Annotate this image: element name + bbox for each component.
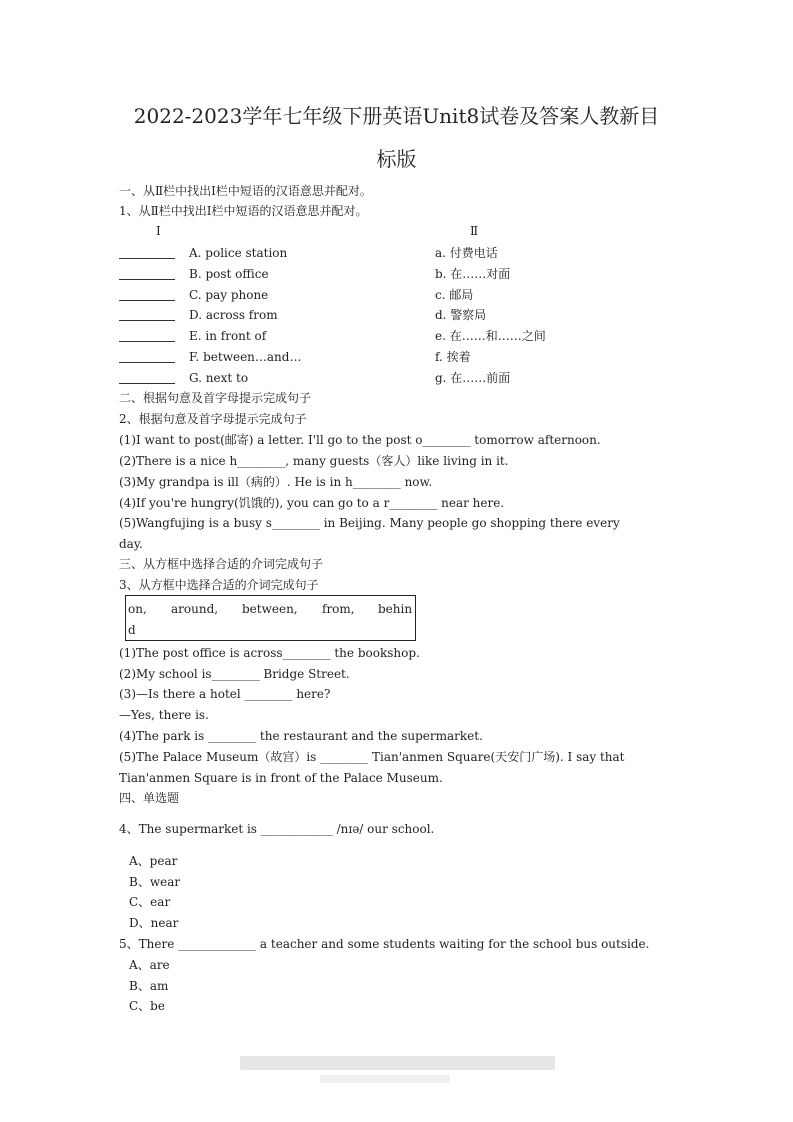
match-left-item: F. between…and… [189,350,302,364]
question-2-item: (4)If you're hungry(饥饿的), you can go to a r________ near here. [119,496,505,510]
section-1-heading: 一、从Ⅱ栏中找出Ⅰ栏中短语的汉语意思并配对。 [119,184,372,198]
question-5-option[interactable]: C、be [129,999,165,1013]
question-2-item: (3)My grandpa is ill（病的）. He is in h________ now. [119,475,433,489]
box-word: from, [322,602,355,616]
match-left-item: A. police station [189,246,288,260]
box-word: between, [242,602,298,616]
page-title-line-1: 2022-2023学年七年级下册英语Unit8试卷及答案人教新目 [133,104,660,128]
match-right-item: b. 在……对面 [435,267,511,281]
question-2-item: day. [119,537,143,551]
answer-blank-a[interactable] [119,258,175,259]
match-left-item: G. next to [189,371,249,385]
page-title-line-2: 标版 [376,147,417,171]
match-right-item: a. 付费电话 [435,246,498,260]
match-right-item: e. 在……和……之间 [435,329,546,343]
column-1-header: Ⅰ [156,224,161,238]
match-right-item: f. 挨着 [435,350,471,364]
match-right-item: c. 邮局 [435,288,474,302]
question-4-option[interactable]: A、pear [129,854,178,868]
question-3-item: —Yes, there is. [119,708,209,722]
section-3-heading: 三、从方框中选择合适的介词完成句子 [119,557,324,571]
match-left-item: B. post office [189,267,269,281]
question-3-item: Tian'anmen Square is in front of the Palace Museum. [119,771,443,785]
section-2-heading: 二、根据句意及首字母提示完成句子 [119,391,312,405]
box-word: around, [171,602,219,616]
question-3-heading: 3、从方框中选择合适的介词完成句子 [119,578,319,592]
box-word: behin [378,602,413,616]
box-word-wrap: d [128,623,136,637]
match-left-item: C. pay phone [189,288,269,302]
question-5-option[interactable]: B、am [129,979,169,993]
match-right-item: d. 警察局 [435,308,487,322]
match-right-item: g. 在……前面 [435,371,511,385]
footer-watermark-blur [320,1075,450,1083]
answer-blank-g[interactable] [119,383,175,384]
question-3-item: (2)My school is________ Bridge Street. [119,667,350,681]
match-left-item: E. in front of [189,329,267,343]
question-2-item: (1)I want to post(邮寄) a letter. I'll go to the post o________ tomorrow afternoon. [119,433,601,447]
question-2-item: (5)Wangfujing is a busy s________ in Beijing. Many people go shopping there every [119,516,620,530]
box-word: on, [128,602,147,616]
footer-watermark-blur [240,1056,555,1070]
question-3-item: (3)—Is there a hotel ________ here? [119,687,331,701]
question-4-stem: 4、The supermarket is ____________ /nɪə/ our school. [119,822,435,836]
column-2-header: Ⅱ [470,224,479,238]
section-4-heading: 四、单选题 [119,791,180,805]
question-3-item: (4)The park is ________ the restaurant and the supermarket. [119,729,483,743]
question-5-stem: 5、There _____________ a teacher and some students waiting for the school bus outside. [119,937,650,951]
question-3-item: (1)The post office is across________ the bookshop. [119,646,420,660]
question-1-heading: 1、从Ⅱ栏中找出Ⅰ栏中短语的汉语意思并配对。 [119,204,368,218]
answer-blank-c[interactable] [119,300,175,301]
question-3-item: (5)The Palace Museum（故宫）is ________ Tian'anmen Square(天安门广场). I say that [119,750,625,764]
question-5-option[interactable]: A、are [129,958,170,972]
question-2-heading: 2、根据句意及首字母提示完成句子 [119,412,307,426]
answer-blank-f[interactable] [119,362,175,363]
question-4-option[interactable]: B、wear [129,875,181,889]
answer-blank-b[interactable] [119,279,175,280]
match-left-item: D. across from [189,308,278,322]
question-4-option[interactable]: D、near [129,916,179,930]
answer-blank-e[interactable] [119,341,175,342]
question-4-option[interactable]: C、ear [129,895,171,909]
answer-blank-d[interactable] [119,320,175,321]
question-2-item: (2)There is a nice h________, many guests（客人）like living in it. [119,454,509,468]
